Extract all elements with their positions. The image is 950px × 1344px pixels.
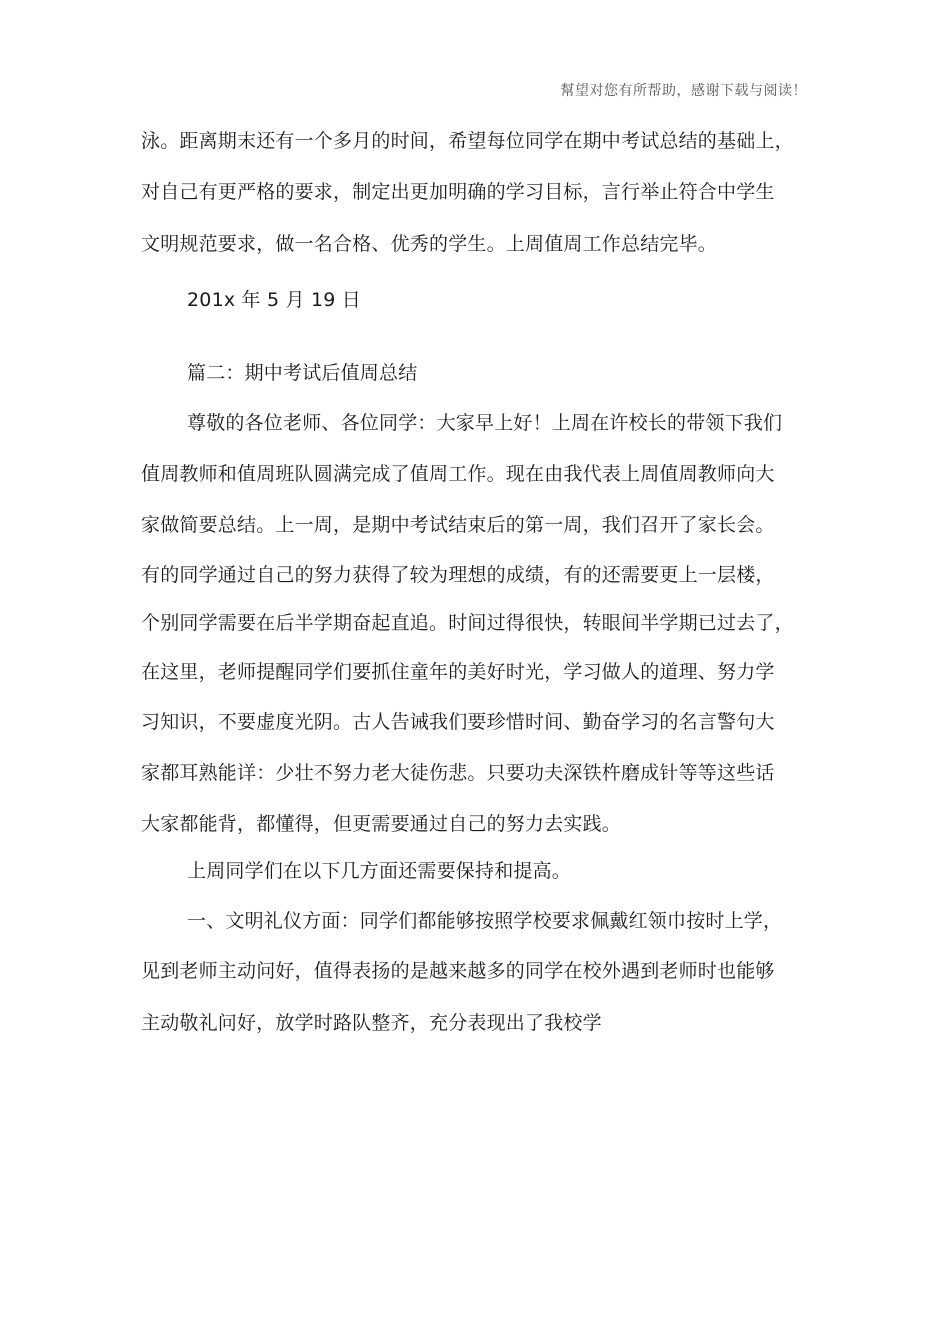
- body-line: 尊敬的各位老师、各位同学：大家早上好！上周在许校长的带领下我们: [187, 412, 783, 434]
- section-heading: 篇二：期中考试后值周总结: [187, 362, 418, 384]
- body-line: 家做简要总结。上一周，是期中考试结束后的第一周，我们召开了家长会。: [141, 514, 775, 536]
- body-line: 文明规范要求，做一名合格、优秀的学生。上周值周工作总结完毕。: [141, 233, 718, 255]
- body-line: 上周同学们在以下几方面还需要保持和提高。: [187, 860, 572, 882]
- body-line: 一、文明礼仪方面：同学们都能够按照学校要求佩戴红领巾按时上学，: [187, 910, 783, 932]
- body-line: 在这里，老师提醒同学们要抓住童年的美好时光，学习做人的道理、努力学: [141, 661, 775, 683]
- body-line: 家都耳熟能详：少壮不努力老大徒伤悲。只要功夫深铁杵磨成针等等这些话: [141, 762, 775, 784]
- body-line: 值周教师和值周班队圆满完成了值周工作。现在由我代表上周值周教师向大: [141, 463, 775, 485]
- body-line: 对自己有更严格的要求，制定出更加明确的学习目标，言行举止符合中学生: [141, 181, 775, 203]
- body-line: 习知识，不要虚度光阴。古人告诫我们要珍惜时间、勤奋学习的名言警句大: [141, 711, 775, 733]
- date-line: 201x 年 5 月 19 日: [187, 289, 361, 311]
- header-note: 幫望对您有所帮助，感谢下载与阅读！: [560, 83, 807, 99]
- body-line: 有的同学通过自己的努力获得了较为理想的成绩，有的还需要更上一层楼，: [141, 564, 775, 586]
- body-line: 主动敬礼问好，放学时路队整齐，充分表现出了我校学: [141, 1012, 602, 1034]
- body-line: 泳。距离期末还有一个多月的时间，希望每位同学在期中考试总结的基础上，: [141, 130, 794, 152]
- body-line: 个别同学需要在后半学期奋起直追。时间过得很快，转眼间半学期已过去了，: [141, 612, 794, 634]
- body-line: 大家都能背，都懂得，但更需要通过自己的努力去实践。: [141, 813, 622, 835]
- body-line: 见到老师主动问好，值得表扬的是越来越多的同学在校外遇到老师时也能够: [141, 960, 775, 982]
